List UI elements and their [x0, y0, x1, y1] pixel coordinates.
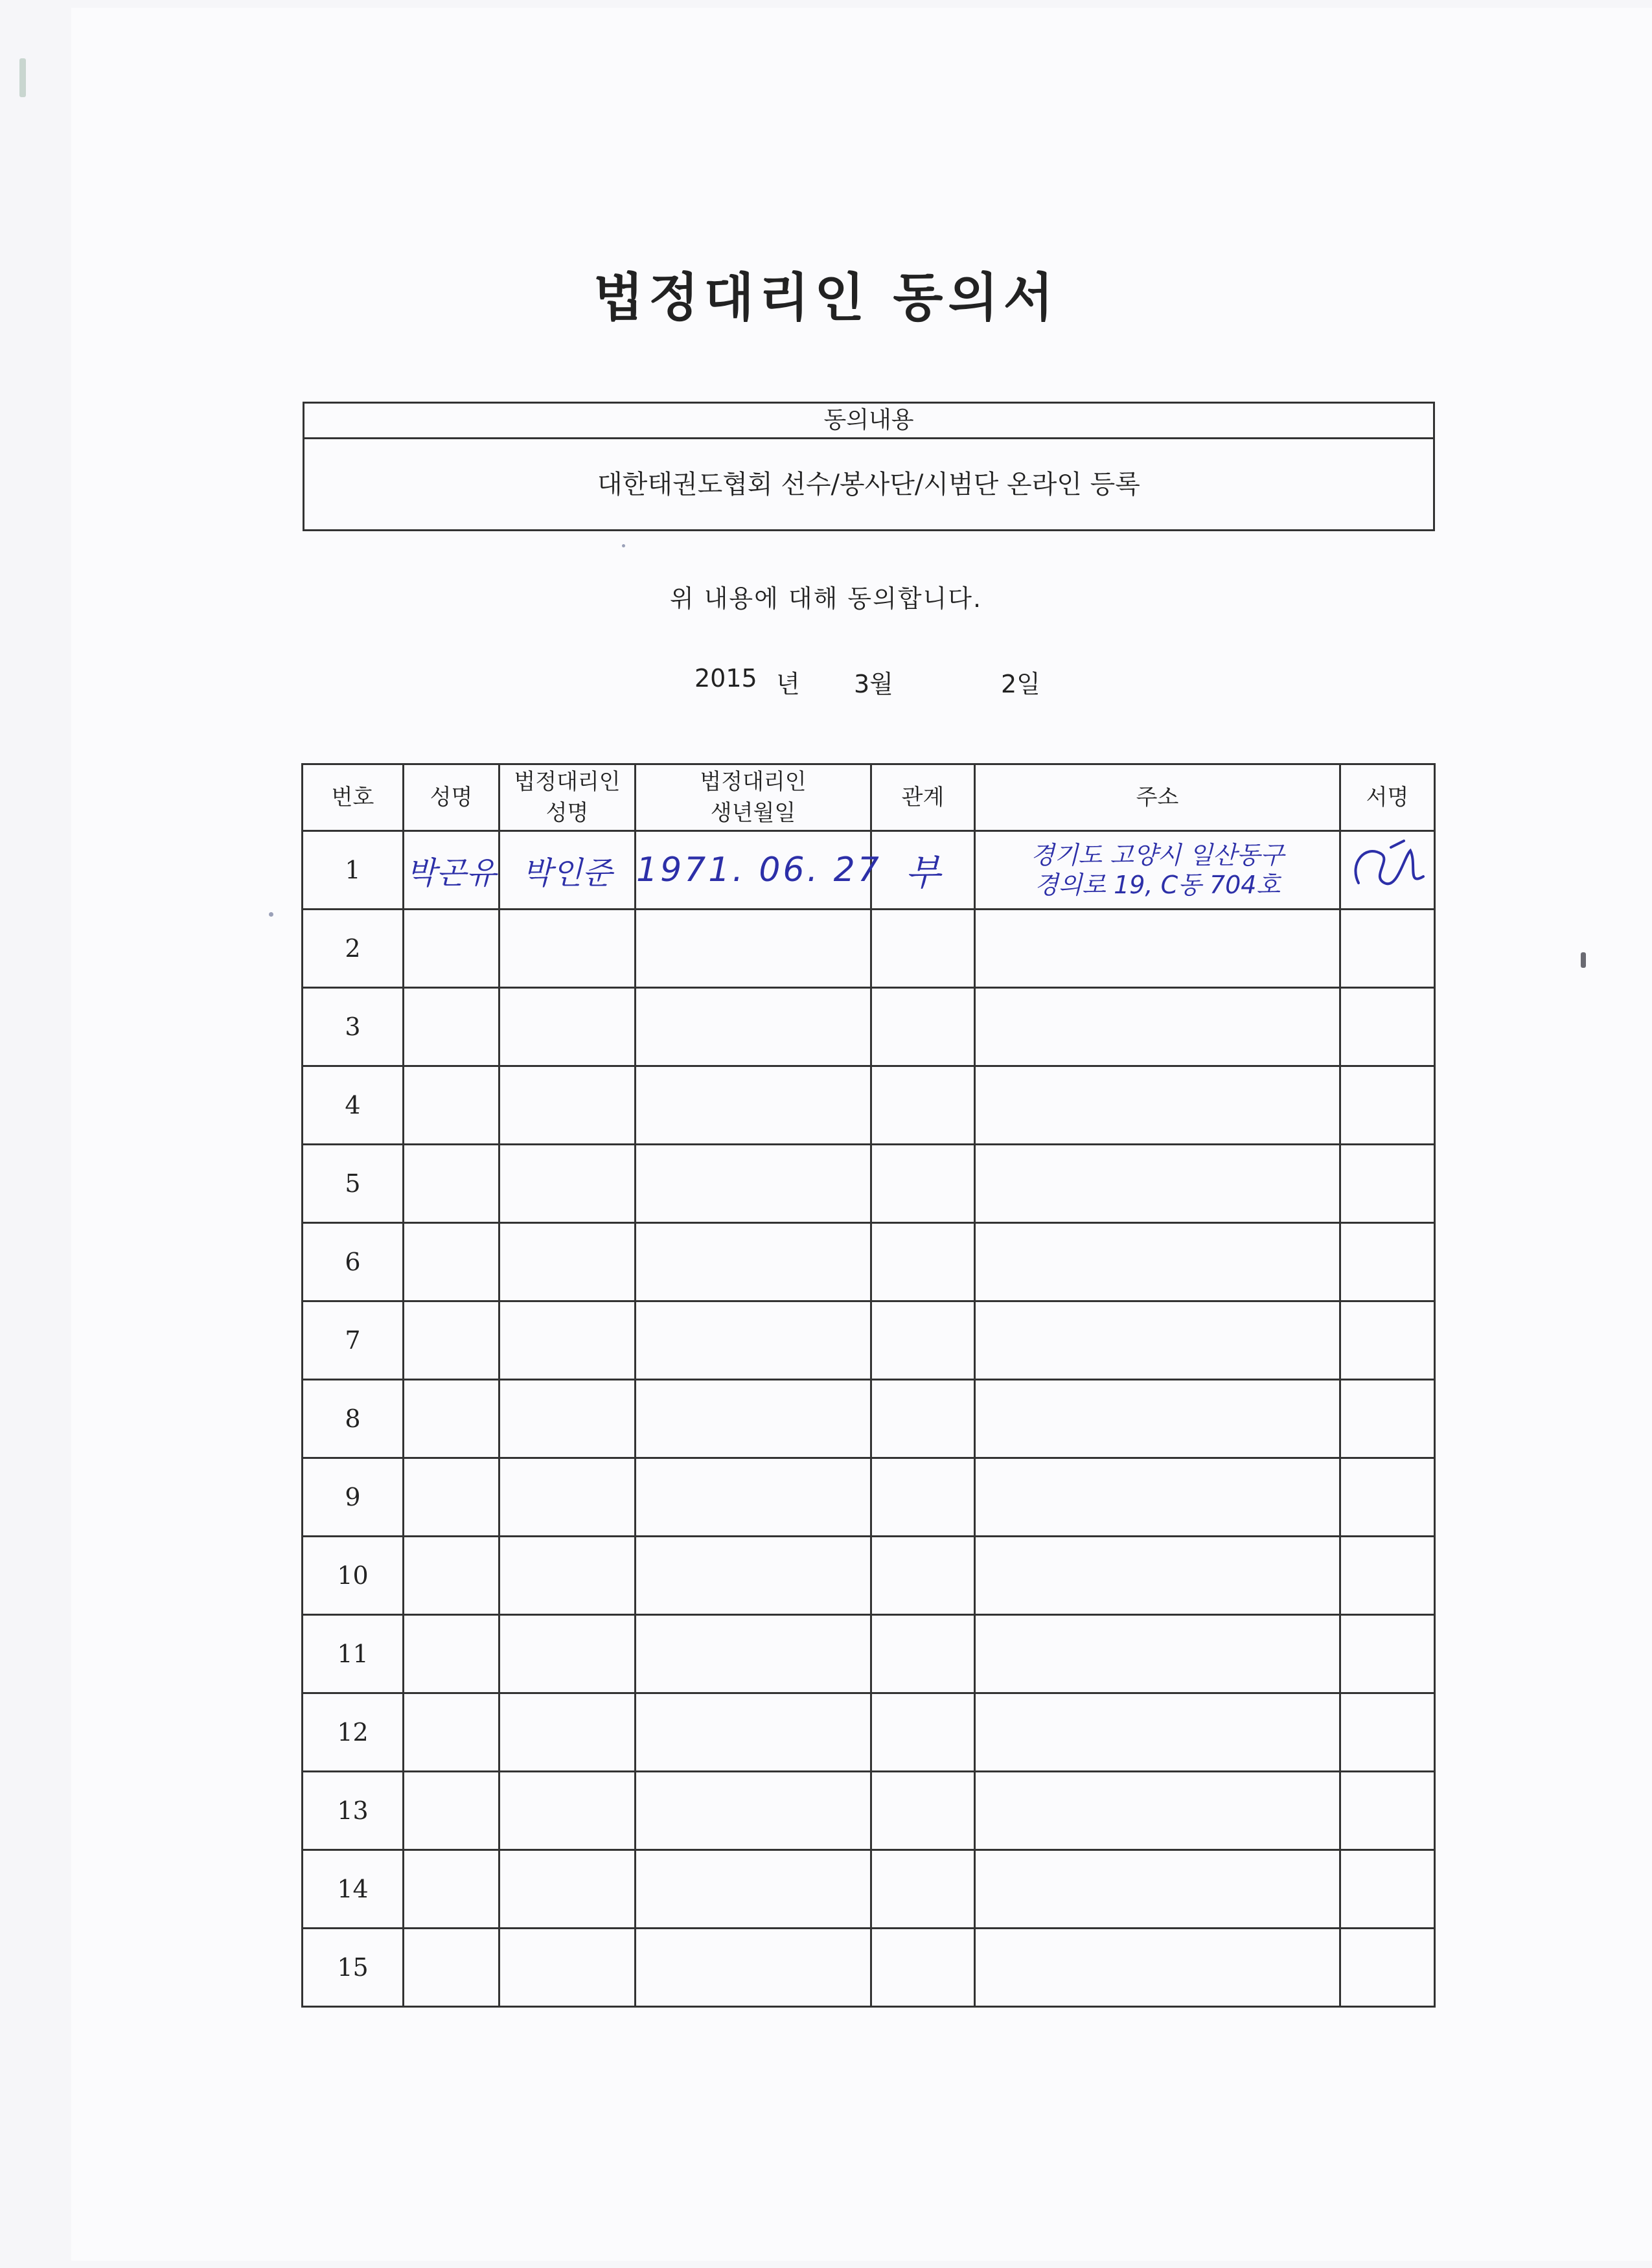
relation-cell[interactable]: [871, 1301, 975, 1380]
relation-cell[interactable]: [871, 1537, 975, 1615]
table-row: [303, 1929, 1435, 2007]
rep-name-cell[interactable]: [499, 1693, 636, 1772]
signature-cell[interactable]: [1340, 910, 1435, 988]
handwritten-relation: [871, 831, 975, 910]
table-row: [303, 1850, 1435, 1929]
name-cell[interactable]: [404, 1772, 499, 1850]
consent-body: 대한태권도협회 선수/봉사단/시범단 온라인 등록: [597, 470, 1140, 499]
table-header-row: [303, 764, 1435, 831]
row-number: 10: [303, 1537, 404, 1615]
header-rep-birth-line1: 법정대리인: [700, 769, 807, 795]
row-number: 4: [303, 1066, 404, 1145]
header-number: 번호: [303, 764, 404, 831]
scan-artifact: [269, 912, 273, 917]
relation-cell[interactable]: [871, 1772, 975, 1850]
handwritten-rep-birth-text: 1971. 06. 27: [636, 851, 882, 889]
header-rep-name-line2: 성명: [545, 800, 589, 826]
rep-birth-cell[interactable]: [636, 1772, 871, 1850]
date-year: 2015: [694, 664, 757, 693]
address-cell[interactable]: [975, 1615, 1340, 1693]
header-relation: 관계: [871, 764, 975, 831]
table-row: [303, 1772, 1435, 1850]
handwritten-rep-birth: [636, 831, 882, 910]
row-number: 15: [303, 1929, 404, 2007]
rep-birth-cell[interactable]: [636, 988, 871, 1066]
consent-header: 동의내용: [304, 404, 1433, 439]
rep-name-cell[interactable]: [499, 1301, 636, 1380]
row-number: 9: [303, 1458, 404, 1537]
agreement-statement: 위 내용에 대해 동의합니다.: [669, 584, 983, 613]
header-rep-birth-line2: 생년월일: [710, 800, 796, 826]
table-row: [303, 910, 1435, 988]
table-row: [303, 1223, 1435, 1301]
row-number: 6: [303, 1223, 404, 1301]
rep-birth-cell[interactable]: [636, 1301, 871, 1380]
date-year-unit: 년: [776, 670, 800, 698]
name-cell[interactable]: [404, 988, 499, 1066]
handwritten-rep-name: [499, 831, 636, 910]
name-cell[interactable]: [404, 1223, 499, 1301]
table-row: [303, 1066, 1435, 1145]
address-cell[interactable]: [975, 1537, 1340, 1615]
address-cell[interactable]: [975, 1223, 1340, 1301]
scan-artifact: [1581, 952, 1586, 968]
signature-cell[interactable]: [1340, 1850, 1435, 1929]
signature-cell[interactable]: [1340, 988, 1435, 1066]
relation-cell[interactable]: [871, 988, 975, 1066]
address-cell[interactable]: [975, 1772, 1340, 1850]
rep-birth-cell[interactable]: [636, 1066, 871, 1145]
row-number: 3: [303, 988, 404, 1066]
rep-name-cell[interactable]: [499, 1458, 636, 1537]
address-cell[interactable]: [975, 1301, 1340, 1380]
address-cell[interactable]: [975, 1380, 1340, 1458]
name-cell[interactable]: [404, 1693, 499, 1772]
handwritten-rep-name-text: 박인준: [522, 854, 613, 891]
row-number: 1: [303, 831, 404, 910]
address-cell[interactable]: [975, 1929, 1340, 2007]
name-cell[interactable]: [404, 1066, 499, 1145]
relation-cell[interactable]: [871, 1145, 975, 1223]
table-row: [303, 831, 1435, 910]
handwritten-address: [975, 831, 1340, 910]
rep-name-cell[interactable]: [499, 1850, 636, 1929]
address-cell[interactable]: [975, 988, 1340, 1066]
rep-birth-cell[interactable]: [636, 910, 871, 988]
relation-cell[interactable]: [871, 1223, 975, 1301]
row-number: 7: [303, 1301, 404, 1380]
table-row: [303, 1537, 1435, 1615]
row-number: 5: [303, 1145, 404, 1223]
name-cell[interactable]: [404, 1537, 499, 1615]
rep-birth-cell[interactable]: [636, 1537, 871, 1615]
relation-cell[interactable]: [871, 910, 975, 988]
handwritten-address-line2: 경의로 19, C동 704호: [1034, 871, 1281, 899]
relation-cell[interactable]: [871, 1929, 975, 2007]
rep-name-cell[interactable]: [499, 1537, 636, 1615]
scan-artifact: [19, 58, 26, 97]
representative-table: [301, 763, 1436, 2008]
rep-birth-cell[interactable]: [636, 1145, 871, 1223]
signature-cell[interactable]: [1340, 1537, 1435, 1615]
rep-name-cell[interactable]: [499, 1380, 636, 1458]
signature-cell[interactable]: [1340, 1458, 1435, 1537]
rep-name-cell[interactable]: [499, 988, 636, 1066]
row-number: 13: [303, 1772, 404, 1850]
address-cell[interactable]: [975, 1693, 1340, 1772]
signature-cell[interactable]: [1340, 1223, 1435, 1301]
signature-cell[interactable]: [1340, 1615, 1435, 1693]
document-title: 법정대리인 동의서: [593, 268, 1059, 328]
rep-name-cell[interactable]: [499, 910, 636, 988]
table-row: [303, 1693, 1435, 1772]
table-row: [303, 1458, 1435, 1537]
handwritten-name-text: 박곤유: [406, 854, 497, 891]
rep-birth-cell[interactable]: [636, 1223, 871, 1301]
signature-cell[interactable]: [1340, 1380, 1435, 1458]
name-cell[interactable]: [404, 1929, 499, 2007]
row-number: 12: [303, 1693, 404, 1772]
header-rep-name: [499, 764, 636, 831]
address-cell[interactable]: [975, 1850, 1340, 1929]
rep-birth-cell[interactable]: [636, 1458, 871, 1537]
address-cell[interactable]: [975, 1145, 1340, 1223]
relation-cell[interactable]: [871, 1615, 975, 1693]
name-cell[interactable]: [404, 1380, 499, 1458]
address-cell[interactable]: [975, 1066, 1340, 1145]
name-cell[interactable]: [404, 1850, 499, 1929]
rep-name-cell[interactable]: [499, 1772, 636, 1850]
table-row: [303, 1615, 1435, 1693]
header-address: 주소: [975, 764, 1340, 831]
handwritten-relation-text: 부: [905, 852, 941, 894]
rep-birth-cell[interactable]: [636, 1850, 871, 1929]
relation-cell[interactable]: [871, 1066, 975, 1145]
date-month: 3월: [854, 670, 893, 698]
signature-cell[interactable]: [1340, 1693, 1435, 1772]
name-cell[interactable]: [404, 910, 499, 988]
date-day: 2일: [1001, 670, 1040, 698]
rep-birth-cell[interactable]: [636, 1693, 871, 1772]
rep-name-cell[interactable]: [499, 1223, 636, 1301]
signature-scribble-icon: [1346, 838, 1430, 902]
signature-cell[interactable]: [1340, 1145, 1435, 1223]
rep-name-cell[interactable]: [499, 1615, 636, 1693]
rep-name-cell[interactable]: [499, 1145, 636, 1223]
rep-birth-cell[interactable]: [636, 1929, 871, 2007]
header-signature: 서명: [1340, 764, 1435, 831]
row-number: 14: [303, 1850, 404, 1929]
table-row: [303, 1380, 1435, 1458]
table-row: [303, 988, 1435, 1066]
header-rep-birth: [636, 764, 871, 831]
address-cell[interactable]: [975, 910, 1340, 988]
relation-cell[interactable]: [871, 1380, 975, 1458]
signature-cell[interactable]: [1340, 1066, 1435, 1145]
signature-cell[interactable]: [1340, 1301, 1435, 1380]
handwritten-name: [404, 831, 499, 910]
signature-cell[interactable]: [1340, 1772, 1435, 1850]
rep-birth-cell[interactable]: [636, 1615, 871, 1693]
row-number: 2: [303, 910, 404, 988]
row-number: 8: [303, 1380, 404, 1458]
name-cell[interactable]: [404, 1145, 499, 1223]
name-cell[interactable]: [404, 1458, 499, 1537]
relation-cell[interactable]: [871, 1693, 975, 1772]
rep-name-cell[interactable]: [499, 1066, 636, 1145]
address-cell[interactable]: [975, 1458, 1340, 1537]
relation-cell[interactable]: [871, 1850, 975, 1929]
header-rep-name-line1: 법정대리인: [514, 769, 621, 795]
consent-box: [303, 402, 1435, 531]
table-row: [303, 1301, 1435, 1380]
handwritten-address-line1: 경기도 고양시 일산동구: [1030, 841, 1285, 869]
name-cell[interactable]: [404, 1615, 499, 1693]
scan-artifact: [622, 544, 625, 547]
signature-cell: [1340, 831, 1435, 910]
relation-cell[interactable]: [871, 1458, 975, 1537]
name-cell[interactable]: [404, 1301, 499, 1380]
rep-name-cell[interactable]: [499, 1929, 636, 2007]
row-number: 11: [303, 1615, 404, 1693]
table-row: [303, 1145, 1435, 1223]
header-name: 성명: [404, 764, 499, 831]
signature-cell[interactable]: [1340, 1929, 1435, 2007]
rep-birth-cell[interactable]: [636, 1380, 871, 1458]
